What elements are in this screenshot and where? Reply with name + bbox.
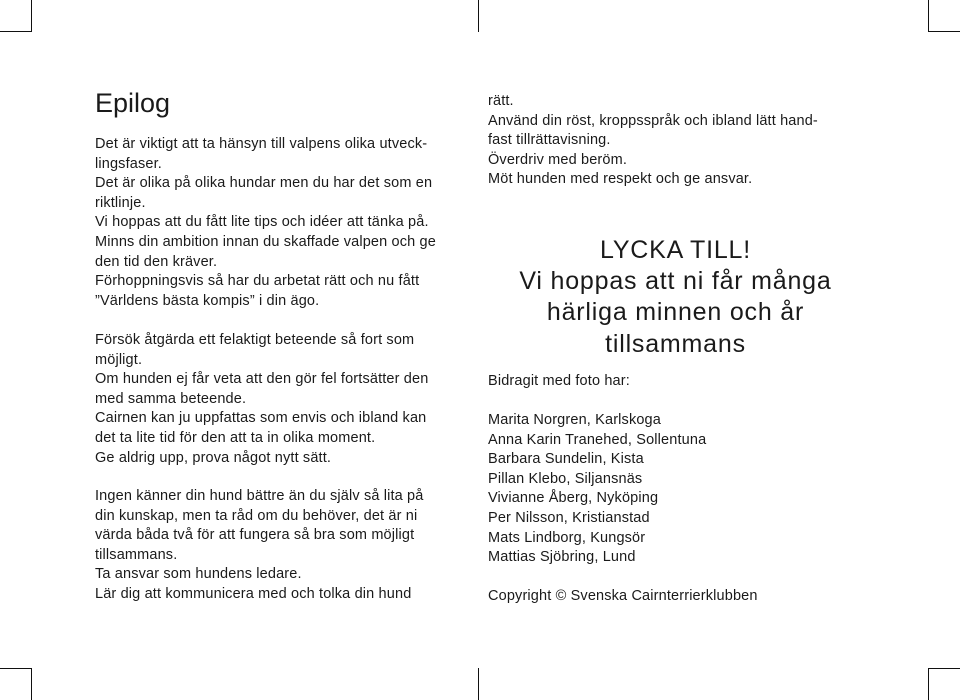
section-gap — [488, 568, 868, 587]
text-line: Överdriv med beröm. — [488, 151, 628, 168]
text-line: Ta ansvar som hundens ledare. — [95, 566, 302, 583]
text-line: fast tillrättavisning. — [488, 132, 611, 149]
credit-item: Per Nilsson, Kristianstad — [488, 510, 650, 527]
crop-mark-bottom-right — [928, 668, 929, 700]
credit-item: Marita Norgren, Karlskoga — [488, 412, 661, 429]
credit-item: Mats Lindborg, Kungsör — [488, 529, 646, 546]
text-line: Cairnen kan ju uppfattas som envis och ibland kan — [95, 410, 427, 427]
paragraph-gap — [95, 468, 475, 487]
wish-line: tillsammans — [605, 329, 746, 358]
text-line: din kunskap, men ta råd om du behöver, det är ni — [95, 507, 418, 524]
text-line: riktlinje. — [95, 194, 146, 211]
crop-mark-top-left — [31, 0, 32, 32]
credit-item: Mattias Sjöbring, Lund — [488, 549, 636, 566]
crop-mark-side-bottom-right — [928, 668, 960, 669]
credit-item: Barbara Sundelin, Kista — [488, 451, 644, 468]
wish-line: Vi hoppas att ni får många — [519, 266, 832, 295]
crop-mark-top-right — [928, 0, 929, 32]
text-line: lingsfaser. — [95, 155, 162, 172]
good-luck-headline: LYCKA TILL! — [599, 235, 751, 264]
page-title: Epilog — [95, 88, 171, 118]
behaviour-paragraph — [95, 331, 475, 468]
text-line: Lär dig att kommunicera med och tolka din hund — [95, 586, 412, 603]
text-line: Förhoppningsvis så har du arbetat rätt och nu fått — [95, 273, 420, 290]
text-line: Det är olika på olika hundar men du har det som en — [95, 175, 433, 192]
crop-mark-bottom-left — [31, 668, 32, 700]
text-line: ”Världens bästa kompis” i din ägo. — [95, 292, 320, 309]
text-line: med samma beteende. — [95, 390, 247, 407]
crop-mark-side-bottom-left — [0, 668, 32, 669]
text-line: tillsammans. — [95, 546, 178, 563]
left-column — [95, 88, 475, 605]
photo-credits-list — [488, 411, 868, 568]
section-gap — [488, 190, 868, 235]
crop-mark-bottom-mid — [478, 668, 479, 700]
wish-line: härliga minnen och år — [546, 298, 805, 327]
text-line: det ta lite tid för den att ta in olika moment. — [95, 429, 376, 446]
text-line: Försök åtgärda ett felaktigt beteende så fort som — [95, 331, 415, 348]
text-line: Ge aldrig upp, prova något nytt sätt. — [95, 449, 332, 466]
crop-mark-side-top-left — [0, 31, 32, 32]
text-line: värda båda två för att fungera så bra som möjligt — [95, 527, 415, 544]
text-line: möjligt. — [95, 351, 143, 368]
text-line: Det är viktigt att ta hänsyn till valpens olika utveck- — [95, 136, 428, 152]
right-column — [488, 92, 868, 606]
continuation-paragraph — [488, 92, 868, 190]
credit-item: Vivianne Åberg, Nyköping — [488, 490, 659, 507]
text-line: den tid den kräver. — [95, 253, 218, 270]
text-line: Minns din ambition innan du skaffade valpen och ge — [95, 233, 436, 250]
photo-credits-label: Bidragit med foto har: — [488, 373, 630, 390]
advice-paragraph — [95, 487, 475, 605]
credit-item: Pillan Klebo, Siljansnäs — [488, 470, 643, 487]
wish-block — [488, 266, 868, 361]
copyright-notice: Copyright © Svenska Cairnterrierklubben — [488, 587, 758, 604]
text-line: Om hunden ej får veta att den gör fel fortsätter den — [95, 371, 429, 388]
text-line: Ingen känner din hund bättre än du själv så lita på — [95, 488, 424, 505]
crop-mark-side-top-right — [928, 31, 960, 32]
text-line: Använd din röst, kroppsspråk och ibland lätt hand- — [488, 112, 818, 129]
text-line: Möt hunden med respekt och ge ansvar. — [488, 171, 753, 188]
text-line: rätt. — [488, 93, 514, 109]
intro-paragraph — [95, 135, 475, 311]
credit-item: Anna Karin Tranehed, Sollentuna — [488, 431, 707, 448]
crop-mark-top-mid — [478, 0, 479, 32]
section-gap — [488, 360, 868, 372]
section-gap — [488, 392, 868, 411]
paragraph-gap — [95, 311, 475, 331]
text-line: Vi hoppas att du fått lite tips och idéer att tänka på. — [95, 214, 429, 231]
